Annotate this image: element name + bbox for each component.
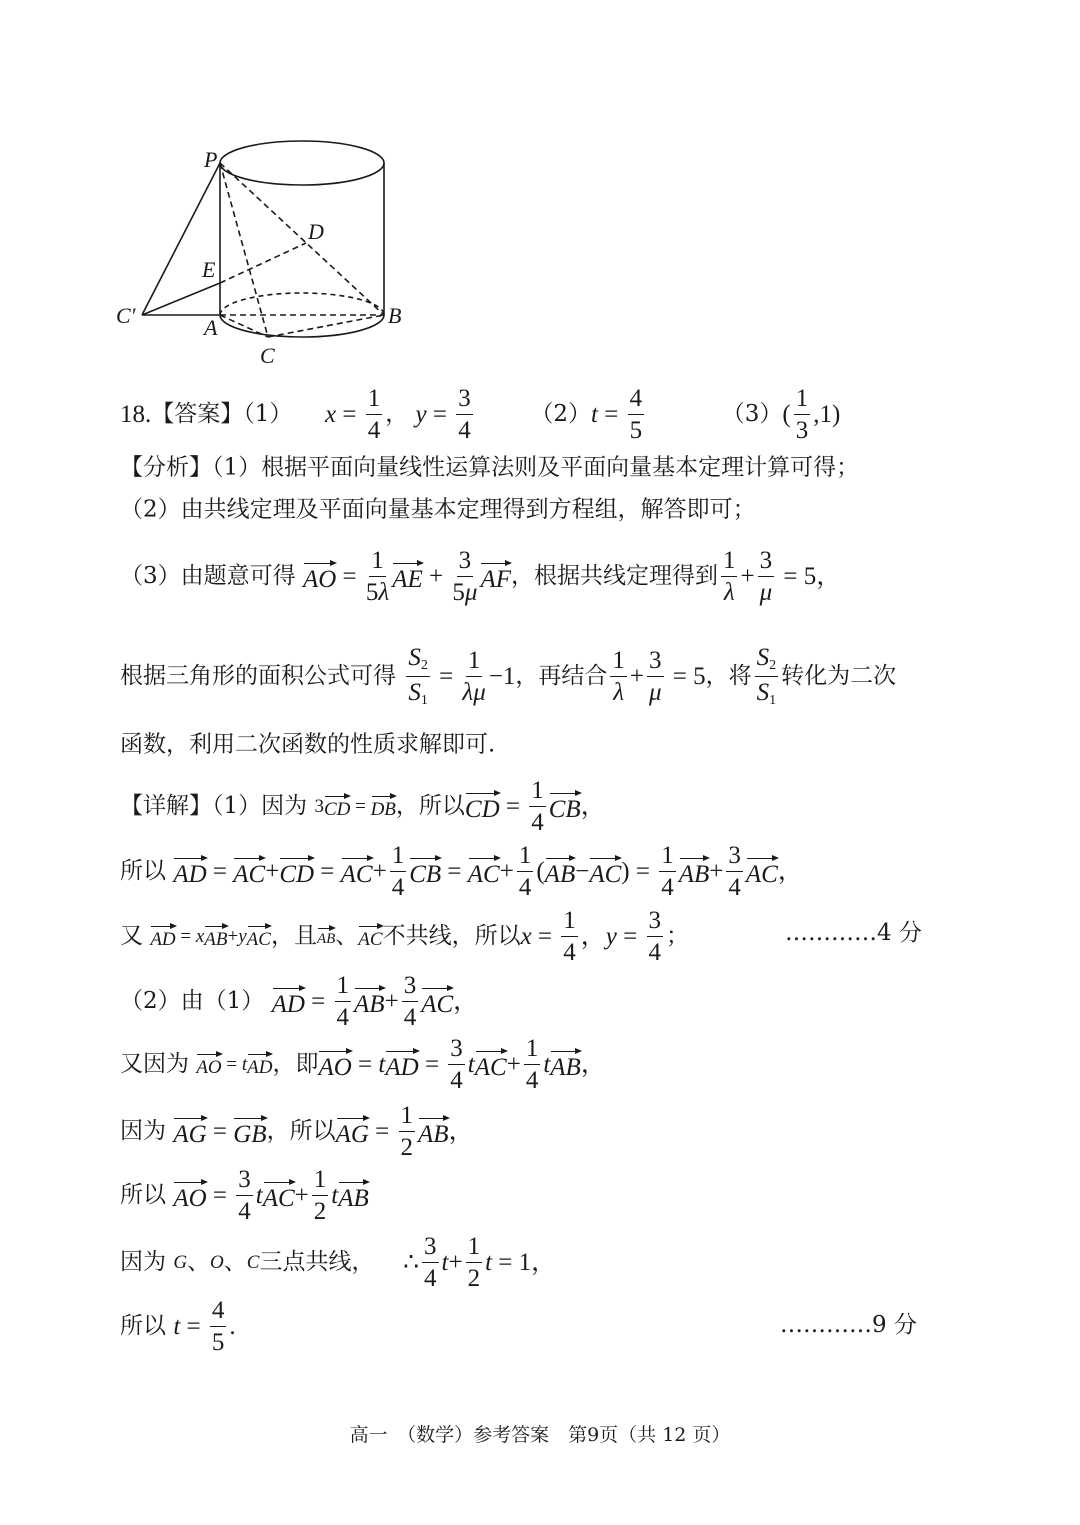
bottom-front-arc xyxy=(220,315,384,337)
line-P-B xyxy=(220,163,384,315)
page-footer: 高一 （数学）参考答案 第9页（共 12 页） xyxy=(349,1424,731,1446)
line-C-B xyxy=(268,315,384,337)
detail-line-6: 因为 AG = GB，所以AG = $\frac{1}{2}$ AB， xyxy=(120,1102,474,1161)
score-9: …………9 分 xyxy=(780,1312,917,1338)
detail-line-9: 所以 t = $\frac{4}{5}$ . xyxy=(120,1297,236,1356)
label-C: C xyxy=(260,343,275,368)
analysis-line-3: （3）由题意可得 AO = $\frac{1}{5\lambda}$ AE + $\frac{3}{5\mu}$ AF，根据共线定理得到 $\frac{1}{\lambda}$ + $\frac{3}{\mu}$ = 5， xyxy=(120,547,842,606)
label-Cp: C′ xyxy=(116,303,136,328)
detail-line-7: 所以 AO = $\frac{3}{4}$ tAC+ $\frac{1}{2}$ tAB xyxy=(120,1166,369,1225)
detail-line-3: 又 AD = xAB+yAC，且AB、AC不共线，所以x = $\frac{1}{4}$ ，y = $\frac{3}{4}$ ； xyxy=(120,907,690,966)
bottom-back-arc xyxy=(220,293,384,315)
analysis-line-1: 【分析】（1）根据平面向量线性运算法则及平面向量基本定理计算可得； xyxy=(120,454,860,481)
cylinder-figure xyxy=(110,135,430,375)
analysis-line-4: 根据三角形的面积公式可得 $\frac{S_2}{S_1}$ = $\frac{1}{\lambda\mu}$ −1，再结合 $\frac{1}{\lambda}$ + $\frac{3}{\mu}$ = 5，将 $\frac{S_2}{S_1}$ 转化为二次 xyxy=(120,644,897,708)
line-Cp-P xyxy=(142,163,220,315)
detail-line-8: 因为 G、O、C三点共线， ∴ $\frac{3}{4}$ t+ $\frac{1}{2}$ t = 1， xyxy=(120,1233,557,1292)
label-B: B xyxy=(388,303,402,328)
analysis-line-5: 函数，利用二次函数的性质求解即可. xyxy=(120,731,496,758)
label-D: D xyxy=(308,219,324,244)
detail-line-1: 【详解】（1）因为 3CD = DB，所以CD = $\frac{1}{4}$ CB， xyxy=(120,777,606,836)
detail-line-5: 又因为 AO = tAD，即AO = tAD = $\frac{3}{4}$ tAC+ $\frac{1}{4}$ tAB， xyxy=(120,1035,606,1094)
detail-line-2: 所以 AD = AC+CD = AC+ $\frac{1}{4}$ CB = AC+ $\frac{1}{4}$ (AB−AC) = $\frac{1}{4}$ AB+ $\frac{3}{4}$ AC， xyxy=(120,842,803,901)
label-P: P xyxy=(204,147,218,172)
line-P-C xyxy=(220,163,268,337)
line-Cp-E xyxy=(142,283,220,315)
line-E-D xyxy=(220,243,306,283)
label-A: A xyxy=(204,315,218,340)
answer-line: 18.【答案】（1） x = $\frac{1}{4}$ ， y = $\frac{3}{4}$ （2）t = $\frac{4}{5}$ （3）( $\frac{1}{3}$ ,1) xyxy=(120,385,841,444)
top-ellipse xyxy=(220,141,384,185)
label-E: E xyxy=(202,257,216,282)
analysis-line-2: （2）由共线定理及平面向量基本定理得到方程组，解答即可； xyxy=(120,496,756,523)
detail-line-4: （2）由（1） AD = $\frac{1}{4}$ AB+ $\frac{3}{4}$ AC， xyxy=(120,972,479,1031)
line-A-C xyxy=(220,315,268,337)
score-4: …………4 分 xyxy=(785,920,922,946)
